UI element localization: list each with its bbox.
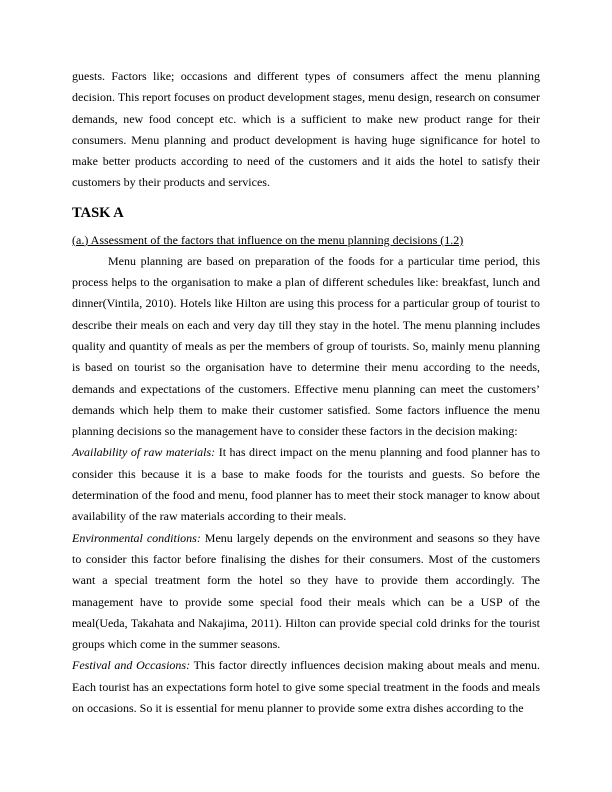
factor-label: Environmental conditions: — [72, 530, 201, 545]
factor-label: Availability of raw materials: — [72, 445, 216, 460]
factor-text: It has direct impact on the menu planning and food planner has to consider this because it is a base to make foods for the tourists and guests. So before the determination of the food and menu, food planner has to meet their stock manager to know about availability of the raw materials according to their meals. — [72, 445, 540, 524]
factor-text: This factor directly influences decision making about meals and menu. Each tourist has an expectations form hotel to give some special treatment in the foods and meals on occasions. So it is essential for menu planner to provide some extra dishes according to the — [72, 658, 540, 716]
menu-planning-paragraph: Menu planning are based on preparation of the foods for a particular time period, this process helps to the organisation to make a plan of different schedules like: breakfast, lunch and dinner(Vintila, 2010). Hotels like Hilton are using this process for a particular group of tourist to describe their meals on each and very day till they stay in the hotel. The menu planning includes quality and quantity of meals as per the members of group of tourists. So, mainly menu planning is based on tourist so the organisation have to determine their menu according to the needs, demands and expectations of the customers. Effective menu planning can meet the customers’ demands which help them to make their customer satisfied. Some factors influence the menu planning decisions so the management have to consider these factors in the decision making: — [72, 253, 540, 439]
factor-label: Festival and Occasions: — [72, 658, 191, 673]
factor-text: Menu largely depends on the environment and seasons so they have to consider this factor before finalising the dishes for their consumers. Most of the customers want a special treatment form the hotel so they have to provide them accordingly. The management have to provide some special food their meals which can be a USP of the meal(Ueda, Takahata and Nakajima, 2011). Hilton can provide special cold drinks for the tourist groups which come in the summer seasons. — [72, 530, 540, 652]
intro-paragraph: guests. Factors like; occasions and different types of consumers affect the menu planning decision. This report focuses on product development stages, menu design, research on consumer demands, new food concept etc. which is a sufficient to make new product range for their consumers. Menu planning and product development is having huge significance for hotel to make better products according to need of the customers and it aids the hotel to satisfy their customers by their products and services. — [72, 69, 540, 190]
factor-paragraph-festival — [72, 655, 540, 719]
task-heading: TASK A — [72, 204, 124, 221]
section-heading: (a.) Assessment of the factors that influence on the menu planning decisions (1.2) — [72, 232, 464, 247]
factor-paragraph-environmental — [72, 528, 540, 656]
factor-paragraph-raw-materials — [72, 442, 540, 527]
document-page — [72, 66, 540, 719]
